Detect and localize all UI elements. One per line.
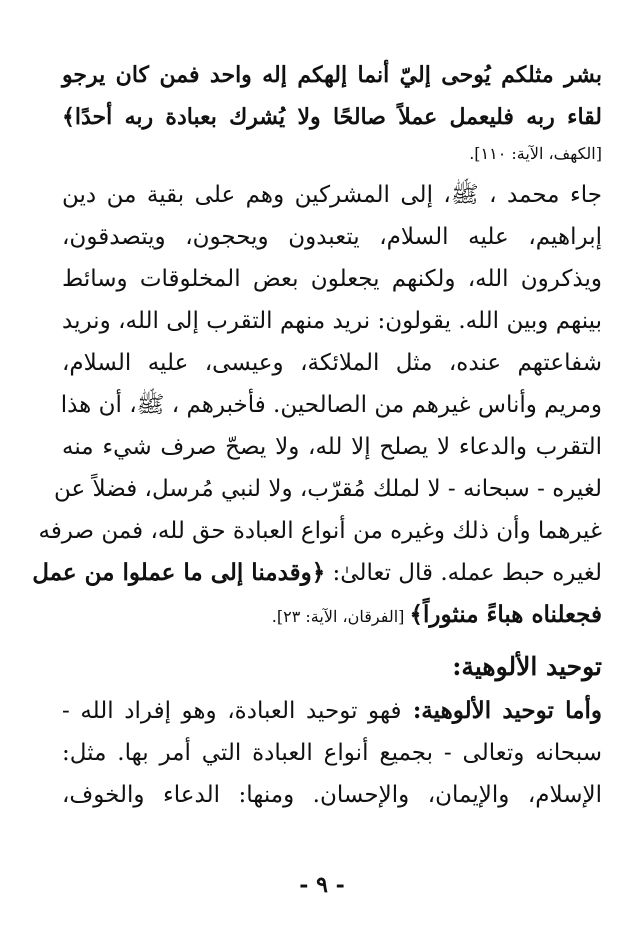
- paragraph-line: لغيره - سبحانه - لا لملك مُقرّب، ولا لنبي مُرسل، فضلاً عن: [54, 476, 602, 502]
- definition-line: [62, 690, 602, 732]
- verse-citation: [الكهف، الآية: ١١٠].: [469, 144, 602, 163]
- paragraph-line: ومريم وأناس غيرهم من الصالحين. فأخبرهم ، ﷺ، أن هذا: [60, 392, 602, 418]
- paragraph-line: الإسلام، والإيمان، والإحسان. ومنها: الدعاء والخوف،: [62, 782, 602, 808]
- paragraph-line: سبحانه وتعالى - بجميع أنواع العبادة التي أمر بها. مثل:: [62, 740, 602, 766]
- paragraph-line: غيرهما وأن ذلك وغيره من أنواع العبادة حق لله، فمن صرفه: [38, 518, 602, 544]
- paragraph-line: بينهم وبين الله. يقولون: نريد منهم التقرب إلى الله، ونريد: [62, 308, 602, 334]
- verse-line-2: لقاء ربه فليعمل عملاً صالحًا ولا يُشرك بعبادة ربه أحدًا﴾: [62, 104, 602, 130]
- page-number: - ٩ -: [299, 872, 345, 898]
- paragraph-line: إبراهيم، عليه السلام، يتعبدون ويحجون، ويتصدقون،: [62, 224, 602, 250]
- paragraph-line: شفاعتهم عنده، مثل الملائكة، وعيسى، عليه السلام،: [62, 350, 602, 376]
- definition-term: وأما توحيد الألوهية:: [401, 697, 602, 724]
- page-body: [32, 54, 602, 816]
- quran-quote: ﴿وقدمنا إلى ما عملوا من عمل: [32, 559, 326, 586]
- quote-citation: [الفرقان، الآية: ٢٣].: [271, 607, 410, 626]
- paragraph-line: جاء محمد ، ﷺ، إلى المشركين وهم على بقية من دين: [62, 182, 602, 208]
- paragraph-line-quote-end: [62, 594, 602, 638]
- section-heading: توحيد الألوهية:: [452, 652, 602, 681]
- plain-text: لغيره حبط عمله. قال تعالىٰ:: [325, 560, 602, 586]
- quran-quote-end: فجعلناه هباءً منثوراً﴾: [409, 601, 602, 628]
- paragraph-line-quote-start: [32, 552, 602, 594]
- paragraph-line: التقرب والدعاء لا يصلح إلا لله، ولا يصحّ صرف شيء منه: [62, 434, 602, 460]
- paragraph-line: ويذكرون الله، ولكنهم يجعلون بعض المخلوقات وسائط: [62, 266, 602, 292]
- verse-line-1: بشر مثلكم يُوحى إليّ أنما إلهكم إله واحد فمن كان يرجو: [62, 62, 602, 88]
- definition-text: فهو توحيد العبادة، وهو إفراد الله -: [62, 698, 402, 724]
